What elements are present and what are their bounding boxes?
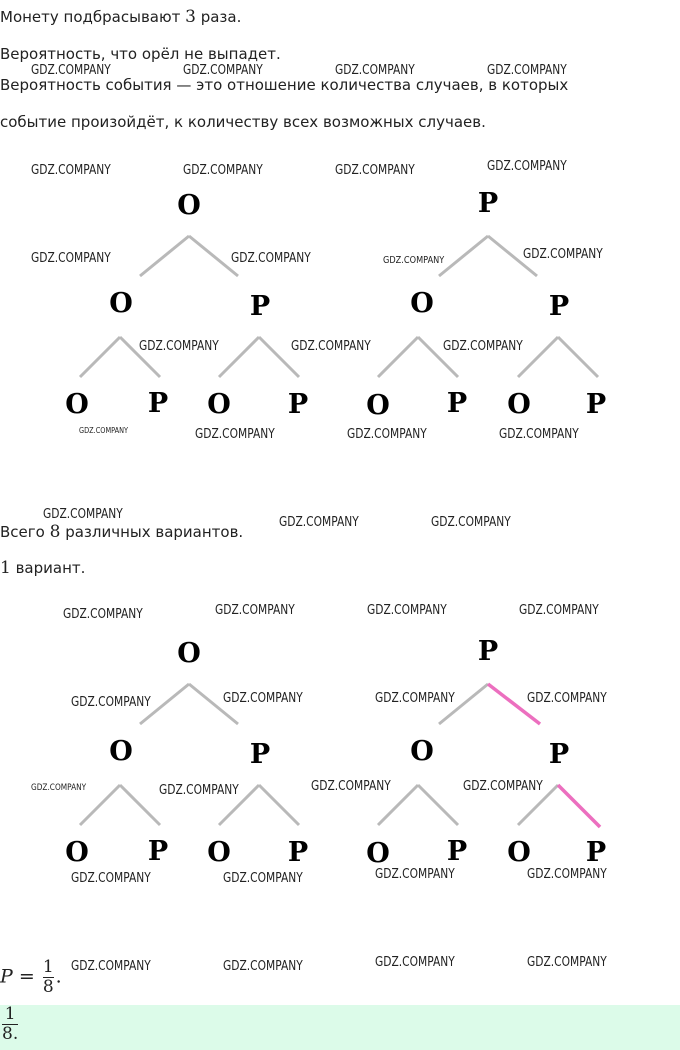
- watermark: GDZ.COMPANY: [71, 695, 151, 710]
- tree-node-tails: Р: [585, 837, 607, 868]
- watermark: GDZ.COMPANY: [71, 871, 151, 886]
- tree-node-heads: О: [410, 736, 434, 767]
- definition-line-2: событие произойдёт, к количеству всех возможных случаев.: [0, 113, 486, 131]
- formula-fraction: [43, 958, 54, 997]
- watermark: GDZ.COMPANY: [519, 603, 599, 618]
- tree-edge: [219, 337, 259, 377]
- probability-formula: [0, 958, 62, 997]
- tree-edge: [518, 337, 558, 377]
- watermark: GDZ.COMPANY: [31, 783, 87, 793]
- tree-node-tails: Р: [548, 291, 570, 322]
- watermark: GDZ.COMPANY: [311, 779, 391, 794]
- watermark: GDZ.COMPANY: [63, 607, 143, 622]
- tree-node-tails: Р: [446, 836, 468, 867]
- tree-edge: [558, 337, 598, 377]
- tree-node-tails: Р: [287, 389, 309, 420]
- watermark: GDZ.COMPANY: [215, 603, 295, 618]
- watermark: GDZ.COMPANY: [139, 339, 219, 354]
- total-outcomes: [0, 522, 243, 542]
- tree-node-heads: О: [507, 837, 531, 868]
- watermark: GDZ.COMPANY: [223, 959, 303, 974]
- formula-equals: =: [18, 965, 35, 988]
- highlighted-edge: [558, 785, 600, 827]
- total-count: 8: [49, 522, 61, 542]
- fraction-numerator: 1: [42, 957, 54, 977]
- watermark: GDZ.COMPANY: [279, 515, 359, 530]
- tree-node-tails: Р: [446, 388, 468, 419]
- tree-node-tails: Р: [249, 291, 271, 322]
- watermark: GDZ.COMPANY: [183, 63, 263, 78]
- tree-edge: [140, 236, 189, 276]
- watermark: GDZ.COMPANY: [223, 871, 303, 886]
- tree-node-tails: Р: [548, 739, 570, 770]
- statement-text-end: раза.: [195, 8, 242, 26]
- tree-node-tails: Р: [287, 837, 309, 868]
- watermark: GDZ.COMPANY: [487, 63, 567, 78]
- problem-statement: [0, 7, 241, 27]
- watermark: GDZ.COMPANY: [523, 247, 603, 262]
- formula-period: .: [55, 965, 62, 988]
- total-text-end: различных вариантов.: [60, 523, 244, 541]
- tree-node-heads: О: [177, 638, 201, 669]
- watermark: GDZ.COMPANY: [43, 507, 123, 522]
- tree-node-tails: Р: [147, 388, 169, 419]
- tree-edge: [80, 337, 120, 377]
- watermark: GDZ.COMPANY: [231, 251, 311, 266]
- tree-node-tails: Р: [249, 739, 271, 770]
- statement-text-start: Монету подбрасывают: [0, 8, 186, 26]
- tree-node-tails: Р: [585, 389, 607, 420]
- tree-node-heads: О: [109, 736, 133, 767]
- tree-edge: [120, 785, 160, 825]
- favorable-count: 1: [0, 558, 11, 578]
- tree-node-tails: Р: [147, 836, 169, 867]
- watermark: GDZ.COMPANY: [383, 255, 445, 266]
- answer-denominator: 8.: [2, 1024, 19, 1044]
- tree-node-heads: О: [65, 837, 89, 868]
- tree-edge: [259, 785, 299, 825]
- tree-edge: [418, 785, 458, 825]
- answer-numerator: 1: [4, 1005, 16, 1024]
- watermark: GDZ.COMPANY: [347, 427, 427, 442]
- watermark: GDZ.COMPANY: [31, 63, 111, 78]
- tree-node-heads: О: [207, 389, 231, 420]
- answer-box: [0, 1005, 680, 1050]
- outcome-tree: [0, 185, 680, 425]
- tree-node-heads: О: [177, 190, 201, 221]
- watermark: GDZ.COMPANY: [367, 603, 447, 618]
- watermark: GDZ.COMPANY: [375, 955, 455, 970]
- watermark: GDZ.COMPANY: [335, 63, 415, 78]
- tree-node-heads: О: [109, 288, 133, 319]
- watermark: GDZ.COMPANY: [527, 691, 607, 706]
- watermark: GDZ.COMPANY: [527, 867, 607, 882]
- watermark: GDZ.COMPANY: [31, 251, 111, 266]
- watermark: GDZ.COMPANY: [291, 339, 371, 354]
- watermark: GDZ.COMPANY: [499, 427, 579, 442]
- watermark: GDZ.COMPANY: [31, 163, 111, 178]
- watermark: GDZ.COMPANY: [443, 339, 523, 354]
- formula-variable: P: [0, 965, 13, 988]
- favorable-text: вариант.: [10, 559, 86, 577]
- watermark: GDZ.COMPANY: [195, 427, 275, 442]
- watermark: GDZ.COMPANY: [159, 783, 239, 798]
- tree-node-tails: Р: [477, 636, 499, 667]
- tree-node-heads: О: [366, 390, 390, 421]
- tree-node-heads: О: [366, 838, 390, 869]
- watermark: GDZ.COMPANY: [375, 867, 455, 882]
- watermark: GDZ.COMPANY: [223, 691, 303, 706]
- watermark: GDZ.COMPANY: [375, 691, 455, 706]
- tree-edge: [378, 337, 418, 377]
- watermark: GDZ.COMPANY: [71, 959, 151, 974]
- answer-fraction: [2, 1005, 18, 1044]
- watermark: GDZ.COMPANY: [431, 515, 511, 530]
- tree-node-heads: О: [65, 389, 89, 420]
- fraction-denominator: 8: [42, 977, 54, 997]
- total-text-start: Всего: [0, 523, 50, 541]
- watermark: GDZ.COMPANY: [487, 159, 567, 174]
- tree-node-heads: О: [207, 837, 231, 868]
- watermark: GDZ.COMPANY: [183, 163, 263, 178]
- watermark: GDZ.COMPANY: [79, 426, 129, 435]
- watermark: GDZ.COMPANY: [463, 779, 543, 794]
- definition-line-1: Вероятность события — это отношение количества случаев, в которых: [0, 76, 569, 94]
- tree-node-heads: О: [410, 288, 434, 319]
- highlighted-outcome-tree: [0, 633, 680, 873]
- watermark: GDZ.COMPANY: [335, 163, 415, 178]
- tree-node-tails: Р: [477, 188, 499, 219]
- watermark: GDZ.COMPANY: [527, 955, 607, 970]
- tree-edge: [439, 236, 488, 276]
- favorable-outcomes: [0, 558, 85, 578]
- tree-node-heads: О: [507, 389, 531, 420]
- question-text: Вероятность, что орёл не выпадет.: [0, 45, 281, 63]
- toss-count: 3: [185, 7, 196, 27]
